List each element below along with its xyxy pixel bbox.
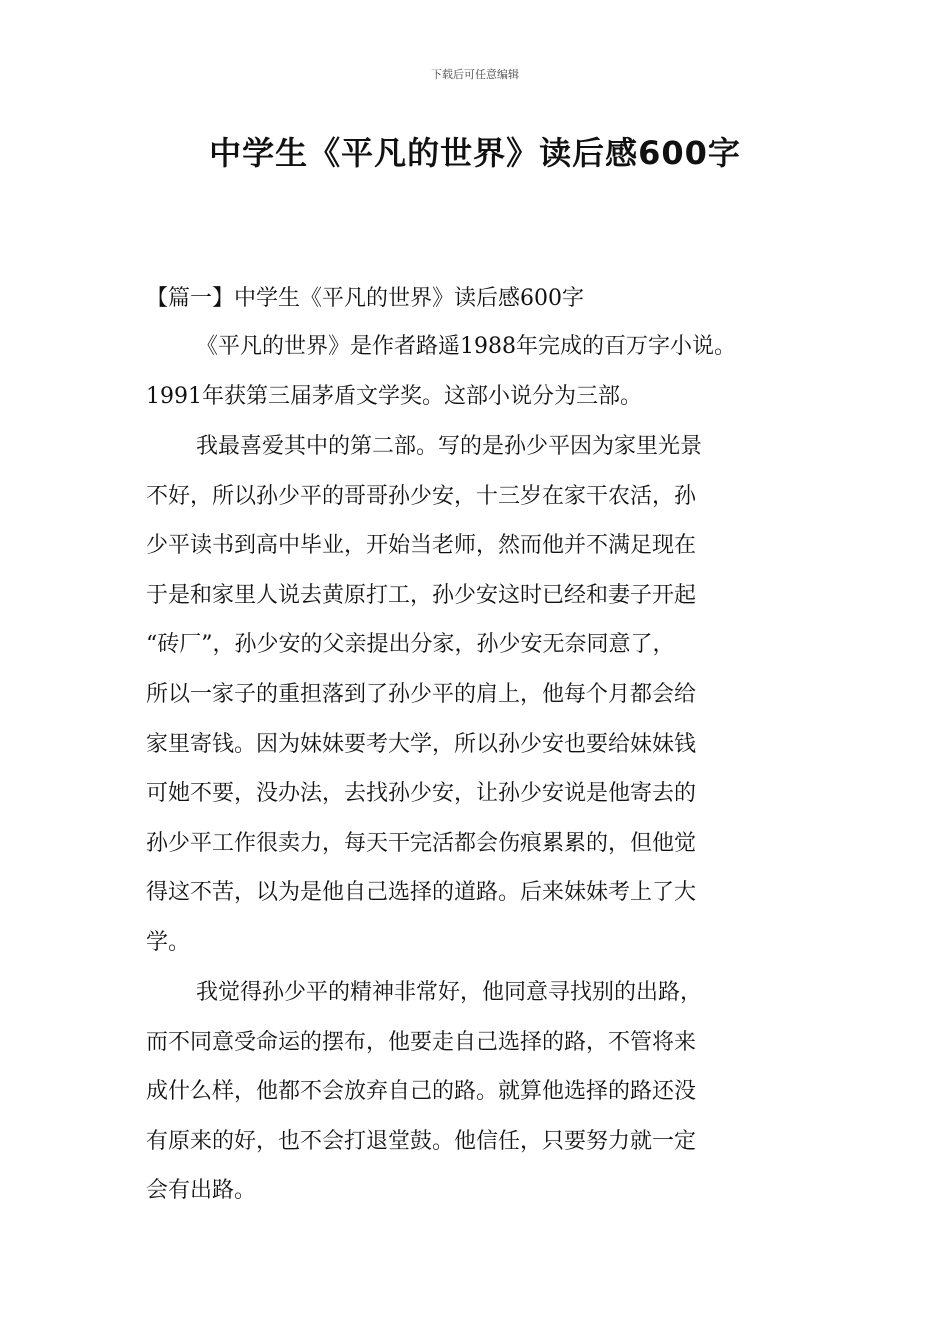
paragraph-line: 孙少平工作很卖力，每天干完活都会伤痕累累的，但他觉 <box>146 830 697 856</box>
paragraph-line: “砖厂”，孙少安的父亲提出分家，孙少安无奈同意了， <box>146 632 675 658</box>
paragraph-line: 会有出路。 <box>146 1178 257 1204</box>
paragraph-line: 于是和家里人说去黄原打工，孙少安这时已经和妻子开起 <box>146 582 697 608</box>
paragraph-3 <box>146 968 702 1216</box>
paragraph-line: 有原来的好，也不会打退堂鼓。他信任，只要努力就一定 <box>146 1128 697 1154</box>
paragraph-line: 而不同意受命运的摆布，他要走自己选择的路，不管将来 <box>146 1029 697 1055</box>
paragraph-2 <box>146 422 702 968</box>
paragraph-line: 我最喜爱其中的第二部。写的是孙少平因为家里光景 <box>196 434 703 459</box>
paragraph-line: 《平凡的世界》是作者路遥1988年完成的百万字小说。 <box>196 334 736 359</box>
paragraph-line: 不好，所以孙少平的哥哥孙少安，十三岁在家干农活，孙 <box>146 483 697 509</box>
paragraph-line: 1991年获第三届茅盾文学奖。这部小说分为三部。 <box>146 383 642 409</box>
paragraph-line: 所以一家子的重担落到了孙少平的肩上，他每个月都会给 <box>146 681 697 707</box>
paragraph-1 <box>146 322 736 421</box>
paragraph-line: 我觉得孙少平的精神非常好，他同意寻找别的出路， <box>196 980 703 1005</box>
paragraph-line: 可她不要，没办法，去找孙少安，让孙少安说是他寄去的 <box>146 781 697 807</box>
section-heading: 【篇一】中学生《平凡的世界》读后感600字 <box>146 286 584 311</box>
page-title: 中学生《平凡的世界》读后感600字 <box>209 134 741 172</box>
paragraph-line: 少平读书到高中毕业，开始当老师，然而他并不满足现在 <box>146 533 697 559</box>
paragraph-line: 成什么样，他都不会放弃自己的路。就算他选择的路还没 <box>146 1079 697 1105</box>
paragraph-line: 学。 <box>146 929 191 955</box>
paragraph-line: 家里寄钱。因为妹妹要考大学，所以孙少安也要给妹妹钱 <box>146 731 697 757</box>
paragraph-line: 得这不苦，以为是他自己选择的道路。后来妹妹考上了大 <box>146 880 697 906</box>
header-note: 下载后可任意编辑 <box>431 68 519 81</box>
